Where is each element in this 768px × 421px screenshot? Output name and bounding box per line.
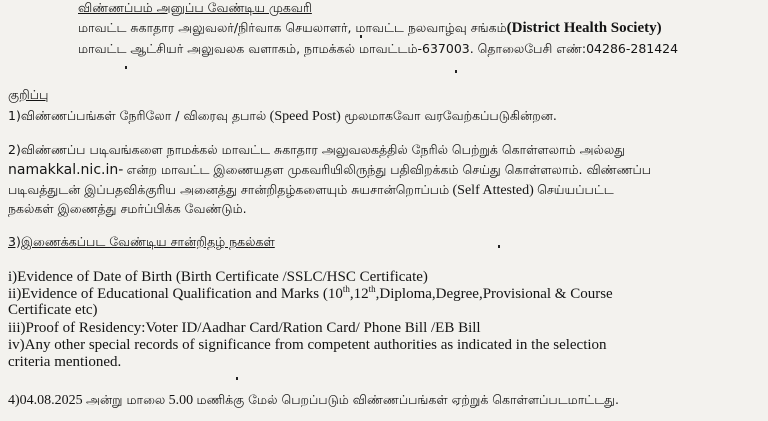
scan-speck: [360, 35, 362, 38]
point-1-text-c: மூலமாகவோ வரவேற்கப்படுகின்றன.: [344, 108, 557, 123]
document-item-iv-continued: criteria mentioned.: [8, 354, 122, 370]
point-2-line-4: நகல்கள் இணைத்து சமர்ப்பிக்க வேண்டும்.: [8, 201, 247, 216]
document-item-ii-c: ,Diploma,Degree,Provisional & Course: [375, 286, 613, 302]
document-item-i: i)Evidence of Date of Birth (Birth Certificate /SSLC/HSC Certificate): [8, 269, 428, 285]
point-1: [8, 108, 557, 125]
document-item-ii-continued: Certificate etc): [8, 302, 98, 318]
document-item-ii-a: ii)Evidence of Educational Qualification and Marks (10: [8, 286, 343, 302]
point-2-line-2: [8, 162, 651, 178]
document-item-ii-b: ,12: [349, 286, 369, 302]
point-4-text: அன்று மாலை: [86, 392, 166, 407]
scan-speck: [236, 377, 238, 380]
point-4: [8, 392, 619, 409]
superscript-th-1: th: [342, 284, 350, 294]
point-4-text-2: மணிக்கு மேல் பெறப்படும் விண்ணப்பங்கள் ஏற்றுக் கொள்ளப்படமாட்டது.: [196, 392, 619, 407]
point-1-text-a: 1)விண்ணப்பங்கள் நேரிலோ / விரைவு தபால்: [8, 108, 267, 123]
point-2-line-2-text: என்ற மாவட்ட இணையதள முகவரியிலிருந்து பதிவிறக்கம் செய்து கொள்ளலாம். விண்ணப்ப: [126, 162, 652, 177]
website-link: namakkal.nic.in-: [8, 162, 124, 178]
address-line-1-tamil: மாவட்ட சுகாதார அலுவலர்/நிர்வாக செயலாளர், மாவட்ட நலவாழ்வு சங்கம்: [78, 20, 507, 35]
superscript-th-2: th: [368, 284, 376, 294]
address-line-1: [78, 20, 662, 36]
point-2-line-3: [8, 182, 614, 199]
documents-heading: 3)இணைக்கப்பட வேண்டிய சான்றிதழ் நகல்கள்: [8, 234, 275, 249]
address-line-2: மாவட்ட ஆட்சியர் அலுவலக வளாகம், நாமக்கல் மாவட்டம்-637003. தொலைபேசி எண்:04286-281424: [78, 41, 679, 56]
deadline-time: 5.00: [168, 393, 194, 408]
scan-speck: [455, 70, 457, 73]
district-health-society-label: (District Health Society): [506, 20, 662, 36]
point-2-line-3-c: செய்யப்பட்ட: [537, 182, 614, 197]
document-item-iii: iii)Proof of Residency:Voter ID/Aadhar Card/Ration Card/ Phone Bill /EB Bill: [8, 320, 481, 336]
self-attested-label: (Self Attested): [452, 183, 534, 198]
document-item-ii: [8, 286, 613, 302]
document-item-iv: iv)Any other special records of significance from competent authorities as indicated in the selection: [8, 337, 607, 353]
address-heading: விண்ணப்பம் அனுப்ப வேண்டிய முகவரி: [78, 0, 312, 15]
scan-speck: [498, 245, 500, 248]
scan-speck: [125, 66, 127, 69]
note-heading: குறிப்பு: [8, 87, 49, 102]
deadline-date: 4)04.08.2025: [8, 393, 83, 408]
point-2-line-3-a: படிவத்துடன் இப்பதவிக்குரிய அனைத்து சான்றிதழ்களையும் சுயசான்றொப்பம்: [8, 182, 450, 197]
speed-post-label: (Speed Post): [269, 109, 341, 124]
point-2-line-1: 2)விண்ணப்ப படிவங்களை நாமக்கல் மாவட்ட சுகாதார அலுவலகத்தில் நேரில் பெற்றுக் கொள்ளலாம் அல்லது: [8, 142, 626, 157]
